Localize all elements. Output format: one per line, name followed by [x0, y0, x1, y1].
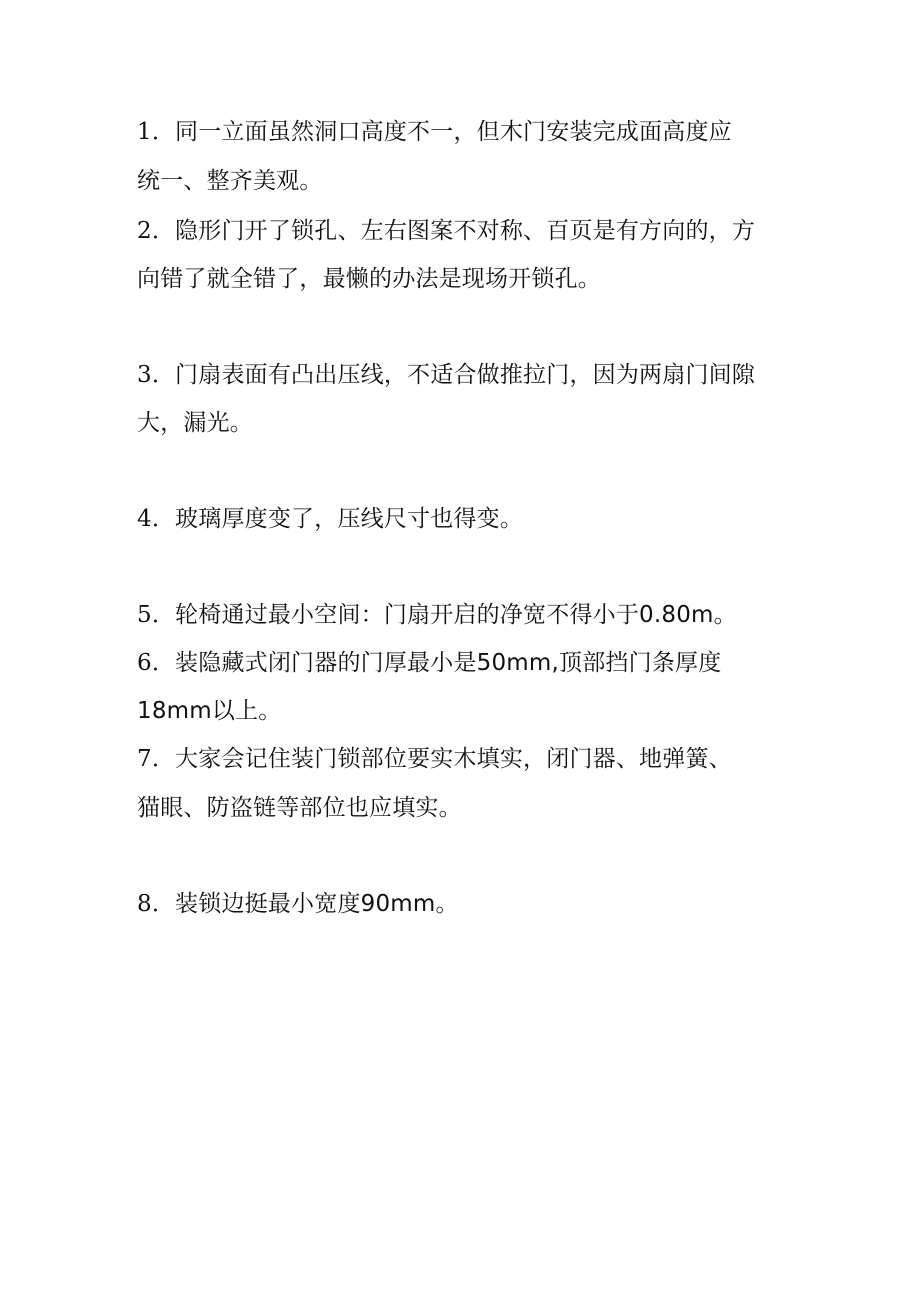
- item-4-line-1: [137, 504, 817, 534]
- item-6-number: 6: [137, 650, 152, 676]
- item-5-number: 5: [137, 602, 152, 628]
- item-3-line-1: [137, 360, 817, 390]
- item-6-line-1: [137, 648, 817, 678]
- item-4-text-1: ．玻璃厚度变了，压线尺寸也得变。: [151, 506, 524, 532]
- item-7-line-1: [137, 744, 817, 774]
- item-5-line-1: [137, 600, 817, 630]
- item-1-text-1: ．同一立面虽然洞口高度不一，但木门安装完成面高度应: [151, 119, 732, 145]
- item-2-number: 2: [137, 218, 152, 244]
- item-6-text-1: ．装隐藏式闭门器的门厚最小是50mm,顶部挡门条厚度: [151, 650, 722, 676]
- item-5-text-1: ．轮椅通过最小空间：门扇开启的净宽不得小于0.80m。: [151, 602, 737, 628]
- item-7-text-1: ．大家会记住装门锁部位要实木填实，闭门器、地弹簧、: [151, 746, 732, 772]
- item-3-text-1: ．门扇表面有凸出压线，不适合做推拉门，因为两扇门间隙: [151, 362, 756, 388]
- item-1-line-2: 统一、整齐美观。: [137, 168, 323, 194]
- item-2-line-1: [137, 216, 817, 246]
- item-2-text-1: ．隐形门开了锁孔、左右图案不对称、百页是有方向的，方: [151, 218, 756, 244]
- item-8-number: 8: [137, 891, 152, 917]
- item-7-number: 7: [137, 746, 152, 772]
- item-7-line-2: 猫眼、防盗链等部位也应填实。: [137, 795, 462, 821]
- item-8-line-1: [137, 889, 817, 919]
- item-4-number: 4: [137, 506, 152, 532]
- item-1-line-1: [137, 117, 817, 147]
- item-3-line-2: 大，漏光。: [137, 410, 253, 436]
- item-3-number: 3: [137, 362, 152, 388]
- item-1-number: 1: [137, 119, 152, 145]
- item-8-text-1: ．装锁边挺最小宽度90mm。: [151, 891, 459, 917]
- item-6-line-2: 18mm以上。: [137, 698, 282, 724]
- item-2-line-2: 向错了就全错了，最懒的办法是现场开锁孔。: [137, 266, 601, 292]
